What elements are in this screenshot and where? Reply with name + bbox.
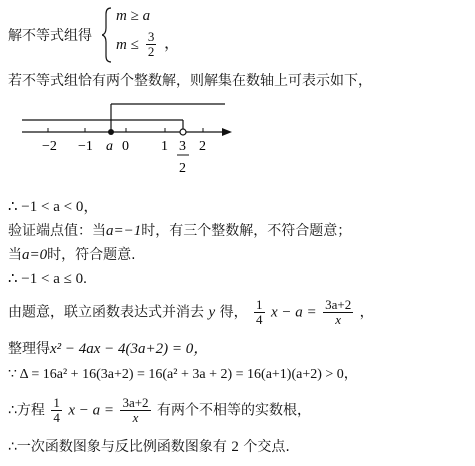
tick-label: −1 — [78, 139, 93, 154]
fraction-1-4: $\frac{1}{4}$ — [256, 297, 263, 327]
inequality-system: m ≥ a m ≤ $\frac{3}{2}$ ， — [102, 6, 182, 68]
tick-label: a — [106, 139, 113, 154]
solution-line-6: ∴ −1 < a ≤ 0. — [8, 271, 87, 287]
fraction-3-2: $\frac{3}{2}$ — [147, 29, 155, 59]
solution-line-10: ∴方程 $\frac{1}{4}$ x − a = $\frac{3a+2}{x}$ 有两个不相等的实数根， — [8, 395, 311, 425]
condition-1: m ≥ a — [116, 8, 151, 24]
solution-line-9: ∵ Δ = 16a² + 16(3a+2) = 16(a² + 3a + 2) = 16(a+1)(a+2) > 0， — [8, 367, 358, 382]
solution-line-7: 由题意，联立函数表达式并消去 y 得， $\frac{1}{4}$ x − a = $\frac{3a+2}{x}$ ， — [8, 297, 374, 327]
solution-line-3: ∴ −1 < a < 0， — [8, 199, 99, 215]
endpoint-3-2-circle — [180, 129, 186, 135]
number-line-axis — [22, 128, 232, 136]
fraction-1-4: $\frac{1}{4}$ — [53, 395, 60, 425]
number-line — [0, 98, 475, 180]
condition-2: m ≤ $\frac{3}{2}$ — [116, 29, 155, 59]
tick-label: 2 — [179, 161, 186, 176]
solution-line-8: 整理得x² − 4ax − 4(3a+2) = 0， — [8, 341, 209, 357]
tick-label: 0 — [122, 139, 129, 154]
lead-text: 解不等式组得 — [8, 28, 92, 44]
solution-line-2: 若不等式组恰有两个整数解，则解集在数轴上可表示如下， — [8, 73, 372, 89]
solution-line-1 — [8, 27, 92, 45]
tick-label: 1 — [161, 139, 168, 154]
tick-label: −2 — [42, 139, 57, 154]
tick-label: 2 — [199, 139, 206, 154]
fraction-3a2-x: $\frac{3a+2}{x}$ — [122, 395, 149, 425]
solution-line-5: 当a=0时，符合题意. — [8, 247, 136, 263]
solution-bracket-lower — [111, 104, 225, 132]
fraction-3a2-x: $\frac{3a+2}{x}$ — [325, 297, 352, 327]
endpoint-a-dot — [108, 129, 114, 135]
tick-label: 3 — [179, 139, 186, 154]
solution-line-11: ∴一次函数图象与反比例函数图象有 2 个交点. — [8, 439, 290, 455]
solution-line-4: 验证端点值：当a=−1时，有三个整数解，不符合题意； — [8, 223, 352, 239]
solution-bracket-upper — [22, 120, 183, 132]
